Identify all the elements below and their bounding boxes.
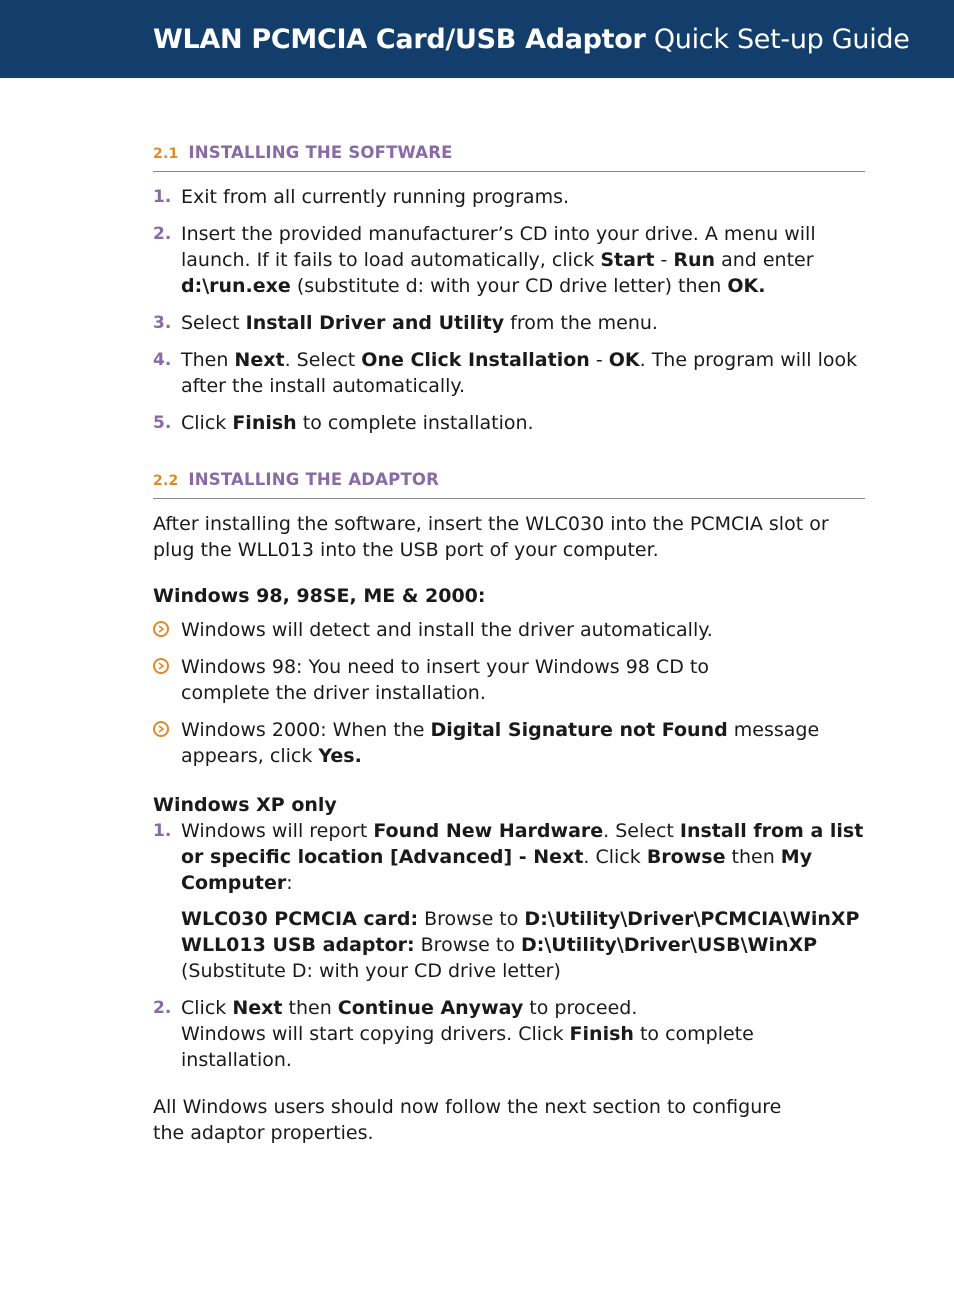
step-text: Then [181,349,235,371]
section-number: 2.2 [153,473,179,489]
pcmcia-text: Browse to [418,908,525,930]
step-bold: Finish [569,1023,634,1045]
step-text: to complete installation. [296,412,534,434]
intro-paragraph: After installing the software, insert the WLC030 into the PCMCIA slot or plug the WLL013 into the USB port of your computer. [153,513,829,561]
win98-bullets [153,617,865,769]
usb-label: WLL013 USB adaptor: [181,934,415,956]
step-bold: Start [600,249,655,271]
step-text: Insert the provided manufacturer’s CD into your drive. A menu will launch. If it fails to load automatically, click [181,223,816,271]
step-bold: Next [232,997,283,1019]
step-number: 3. [153,313,172,333]
step-text: . Click [583,846,647,868]
step-bold: Found New Hardware [373,820,604,842]
step-bold: OK [608,349,640,371]
step-bold: Next [234,349,285,371]
step-number: 2. [153,998,172,1018]
content [153,140,865,1166]
step-text: to proceed. [523,997,638,1019]
list-item [153,310,865,336]
step-bold: d:\run.exe [181,275,291,297]
pcmcia-path: D:\Utility\Driver\PCMCIA\WinXP [524,908,860,930]
section-title: INSTALLING THE ADAPTOR [188,470,440,489]
software-steps [153,184,865,436]
step-bold: Run [673,249,716,271]
bullet-bold: Yes. [318,745,362,767]
title-bold: WLAN PCMCIA Card/USB Adaptor [153,24,646,55]
step-text: Click [181,412,233,434]
list-item [153,717,865,769]
section-number: 2.1 [153,146,179,162]
step-bold: OK. [727,275,766,297]
step-text: . Select [284,349,362,371]
step-text: . Select [603,820,680,842]
step-bold: My Computer [181,846,813,894]
driver-paths [181,906,865,984]
step-text: and enter [715,249,814,271]
step-text: Select [181,312,246,334]
list-item [153,347,865,399]
list-item [153,410,865,436]
usb-path-line [181,932,865,958]
step-text: from the menu. [504,312,658,334]
usb-text: Browse to [414,934,521,956]
chevron-circle-icon [153,621,169,637]
pcmcia-path-line [181,906,865,932]
step-bold: Finish [232,412,297,434]
step-text: (substitute d: with your CD drive letter) then [290,275,728,297]
page-title [153,22,910,58]
bullet-bold: Digital Signature not Found [430,719,728,741]
xp-steps [153,818,865,1073]
usb-path: D:\Utility\Driver\USB\WinXP [520,934,818,956]
step-bold: Browse [646,846,726,868]
list-item [153,221,865,299]
section-heading-adaptor [153,467,865,499]
step-number: 5. [153,413,172,433]
step-text: Exit from all currently running programs. [181,186,570,208]
step-text: then [725,846,781,868]
step-number: 4. [153,350,172,370]
win98-heading: Windows 98, 98SE, ME & 2000: [153,585,486,607]
step-bold: Install from a list or specific location [Advanced] - Next [181,820,864,868]
section-heading-software [153,140,865,172]
bullet-text: Windows 98: You need to insert your Windows 98 CD to complete the driver installation. [181,656,709,704]
pcmcia-label: WLC030 PCMCIA card: [181,908,419,930]
step-text: to complete installation. [181,1023,754,1071]
chevron-circle-icon [153,721,169,737]
step-line [181,1021,865,1073]
bullet-text: Windows 2000: When the [181,719,431,741]
substitute-note: (Substitute D: with your CD drive letter) [181,960,561,982]
list-item [153,995,865,1073]
step-number: 1. [153,821,172,841]
step-number: 2. [153,224,172,244]
list-item [153,818,865,984]
step-line [181,995,865,1021]
step-text: - [654,249,674,271]
step-text: Windows will start copying drivers. Click [181,1023,570,1045]
step-bold: One Click Installation [361,349,590,371]
section-title: INSTALLING THE SOFTWARE [188,143,453,162]
step-bold: Install Driver and Utility [245,312,505,334]
step-text: Click [181,997,233,1019]
step-text: Windows will report [181,820,374,842]
step-number: 1. [153,187,172,207]
bullet-text: message appears, click [181,719,820,767]
list-item [153,654,865,706]
chevron-circle-icon [153,658,169,674]
step-bold: Continue Anyway [337,997,524,1019]
list-item [153,617,865,643]
step-text: - [589,349,609,371]
outro-paragraph: All Windows users should now follow the next section to configure the adaptor properties. [153,1096,782,1144]
step-text: . The program will look after the install automatically. [181,349,858,397]
step-text: then [282,997,338,1019]
xp-heading: Windows XP only [153,794,337,816]
title-rest: Quick Set-up Guide [645,24,910,55]
bullet-text: Windows will detect and install the driver automatically. [181,619,713,641]
step-text: : [286,872,293,894]
list-item [153,184,865,210]
page-header [0,0,954,78]
